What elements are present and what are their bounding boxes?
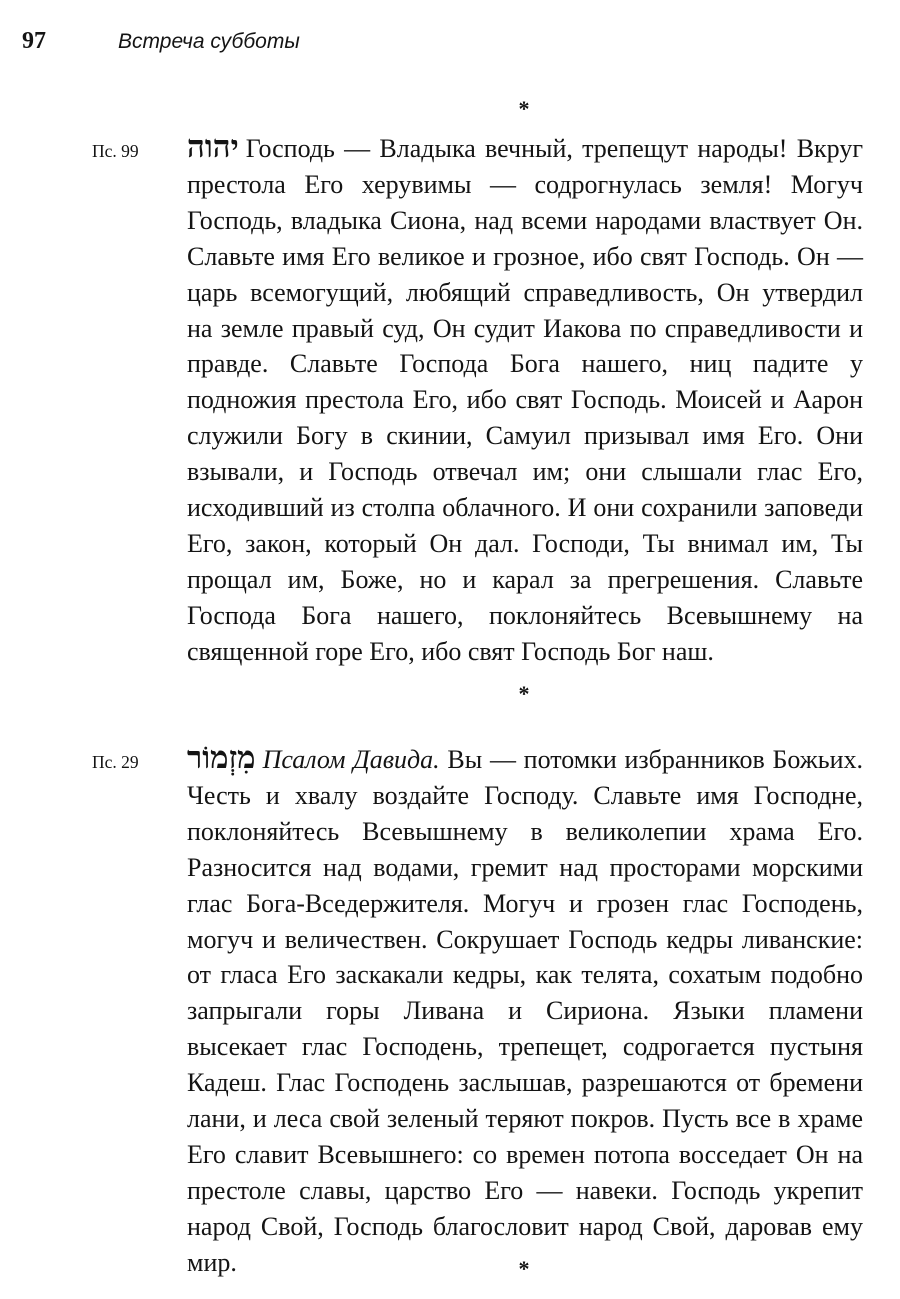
psalm-text [187,742,863,1281]
section-divider: * [518,1256,530,1281]
running-header [0,26,900,60]
psalm-body: Господь — Владыка вечный, трепещут народы! Вкруг престола Его херувимы — содрогнулась земля! Могуч Господь, владыка Сиона, над всеми народами властвует Он. Славьте имя Его великое и грозное, ибо свят Господь. Он — царь всемогущий, любящий справедливость, Он утвердил на земле правый суд, Он судит Иакова по справедливости и правде. Славьте Господа Бога нашего, ниц падите у подножия престола Его, ибо свят Господь. Моисей и Аарон служили Богу в скинии, Самуил призывал имя Его. Они взывали, и Господь отвечал им; они слышали глас Его, исходивший из столпа облачного. И они сохранили заповеди Его, закон, который Он дал. Господи, Ты внимал им, Ты прощал им, Боже, но и карал за прегрешения. Славьте Господа Бога нашего, поклоняйтесь Всевышнему на священной горе Его, ибо свят Господь Бог наш. [187,134,863,666]
section-divider: * [518,681,530,706]
psalm-text [187,131,863,670]
psalm-reference: Пс. 99 [92,141,139,161]
psalm-body: Вы — потомки избранников Божьих. Честь и хвалу воздайте Господу. Славьте имя Господне, поклоняйтесь Всевышнему в великолепии храма Его. Разносится над водами, гремит над просторами морскими глас Бога-Вседержителя. Могуч и грозен глас Господень, могуч и величествен. Сокрушает Господь кедры ливанские: от гласа Его заскакали кедры, как телята, сохатым подобно запрыгали горы Ливана и Сириона. Языки пламени высекает глас Господень, трепещет, содрогается пустыня Кадеш. Глас Господень заслышав, разрешаются от бремени лани, и леса свой зеленый теряют покров. Пусть все в храме Его славит Всевышнего: со времен потопа восседает Он на престоле славы, царство Его — навеки. Господь укрепит народ Свой, Господь благословит народ Свой, даровав ему мир. [187,745,863,1277]
hebrew-word: מִזְמוֹר [187,740,256,776]
psalm-reference: Пс. 29 [92,752,139,772]
running-title: Встреча субботы [118,30,300,53]
section-divider: * [518,96,530,121]
page-number: 97 [22,28,46,54]
hebrew-word: יהוה [187,129,239,165]
psalm-lead: Псалом Давида. [262,745,440,774]
